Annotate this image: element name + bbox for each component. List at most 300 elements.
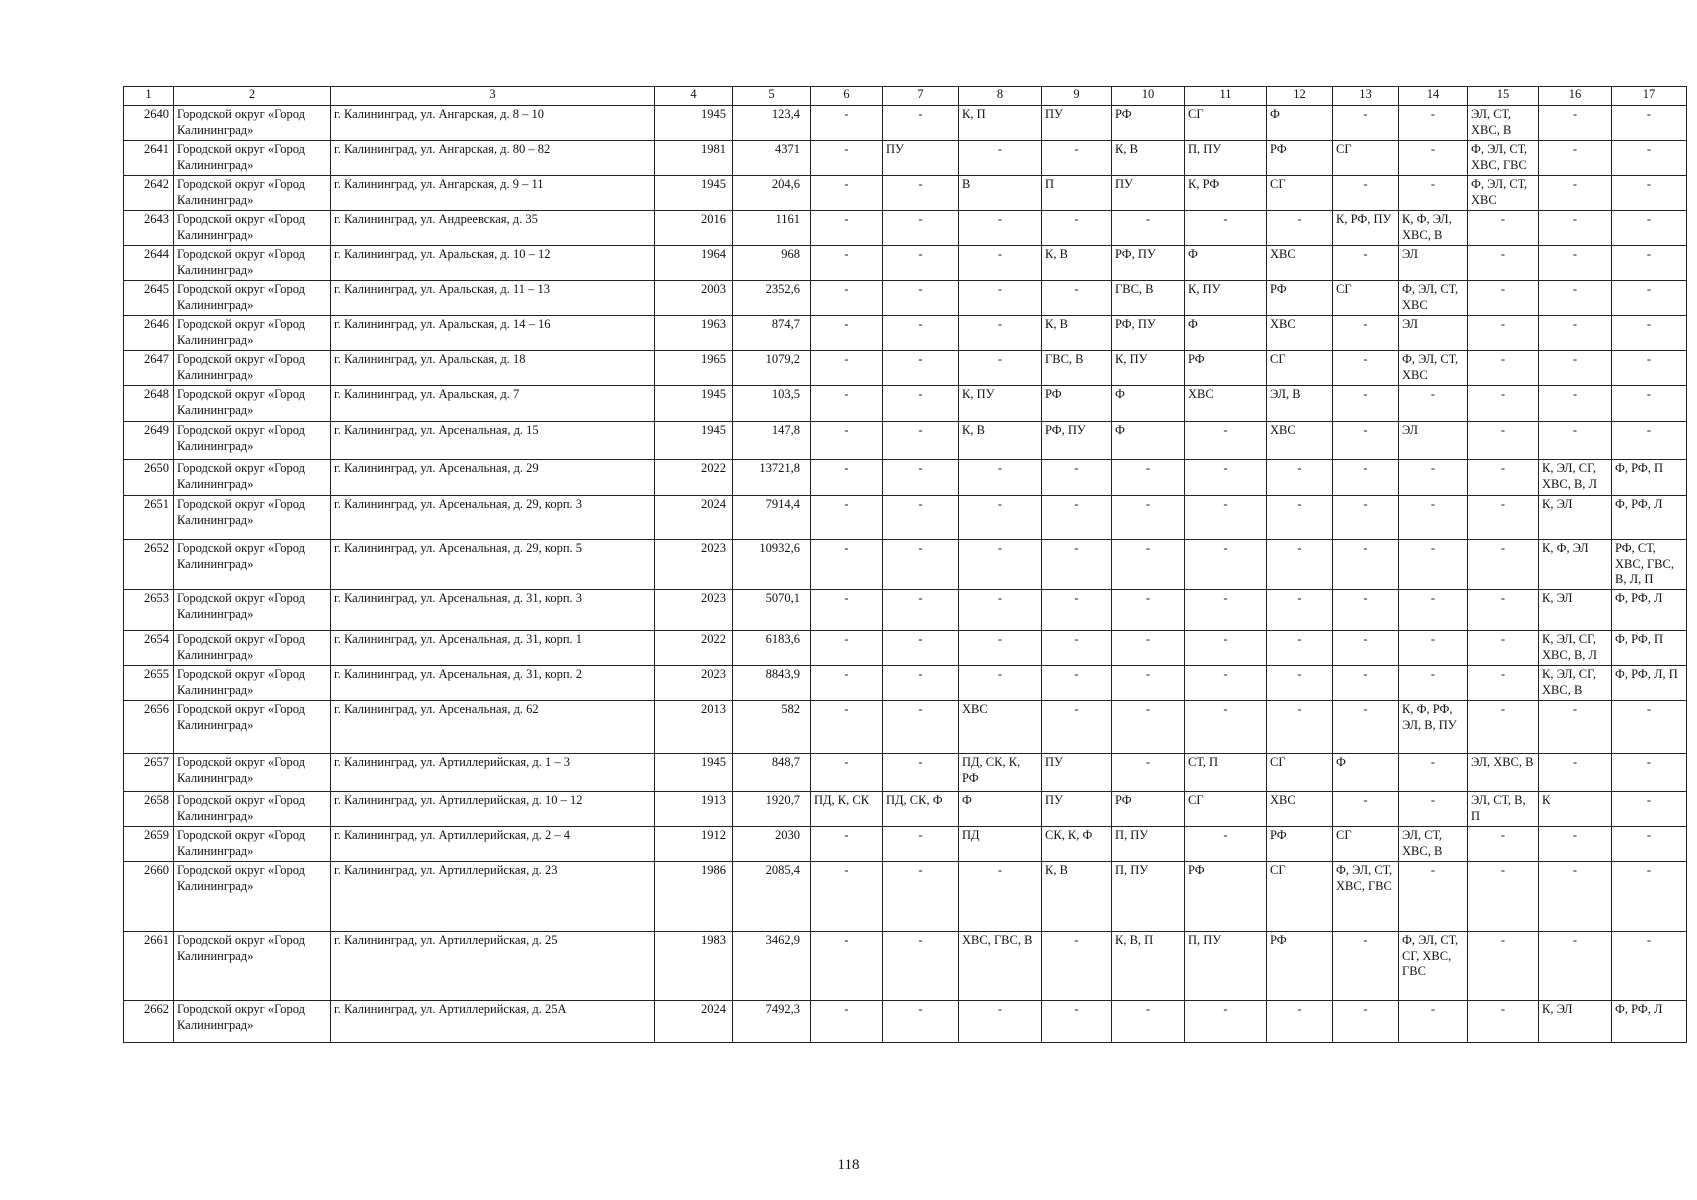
- cell-address: г. Калининград, ул. Ангарская, д. 9 – 11: [331, 176, 655, 211]
- cell-year: 2022: [655, 460, 733, 496]
- cell-c9: -: [1042, 1000, 1112, 1042]
- cell-c11: ХВС: [1185, 386, 1267, 422]
- cell-c10: -: [1112, 630, 1185, 665]
- cell-c9: К, В: [1042, 246, 1112, 281]
- table-row: [124, 211, 1687, 246]
- cell-municipality: Городской округ «Город Калининград»: [174, 540, 331, 590]
- cell-c15: -: [1468, 540, 1539, 590]
- cell-c16: К: [1539, 791, 1612, 826]
- cell-number: 2647: [124, 351, 174, 386]
- cell-municipality: Городской округ «Город Калининград»: [174, 753, 331, 791]
- cell-c7: -: [883, 753, 959, 791]
- cell-year: 2023: [655, 589, 733, 630]
- cell-address: г. Калининград, ул. Аральская, д. 7: [331, 386, 655, 422]
- cell-c11: СГ: [1185, 106, 1267, 141]
- cell-c6: -: [811, 589, 883, 630]
- cell-c7: -: [883, 386, 959, 422]
- cell-c14: ЭЛ: [1399, 246, 1468, 281]
- table-row: [124, 496, 1687, 540]
- cell-municipality: Городской округ «Город Калининград»: [174, 931, 331, 1000]
- cell-area: 5070,1: [733, 589, 811, 630]
- cell-c13: -: [1333, 630, 1399, 665]
- cell-c12: -: [1267, 700, 1333, 753]
- cell-c8: ХВС, ГВС, В: [959, 931, 1042, 1000]
- cell-year: 1983: [655, 931, 733, 1000]
- cell-c16: К, ЭЛ, СГ, ХВС, В, Л: [1539, 460, 1612, 496]
- cell-c10: -: [1112, 496, 1185, 540]
- cell-c14: Ф, ЭЛ, СТ, ХВС: [1399, 281, 1468, 316]
- cell-c7: -: [883, 106, 959, 141]
- cell-area: 6183,6: [733, 630, 811, 665]
- cell-c13: -: [1333, 931, 1399, 1000]
- cell-c8: К, ПУ: [959, 386, 1042, 422]
- cell-c17: -: [1612, 791, 1687, 826]
- cell-c6: -: [811, 931, 883, 1000]
- table-row: [124, 540, 1687, 590]
- cell-c12: СГ: [1267, 861, 1333, 931]
- cell-c12: РФ: [1267, 281, 1333, 316]
- cell-c12: ХВС: [1267, 246, 1333, 281]
- cell-area: 8843,9: [733, 665, 811, 700]
- table-row: [124, 861, 1687, 931]
- cell-address: г. Калининград, ул. Ангарская, д. 80 – 82: [331, 141, 655, 176]
- cell-c11: -: [1185, 422, 1267, 460]
- cell-c7: -: [883, 422, 959, 460]
- cell-municipality: Городской округ «Город Калининград»: [174, 700, 331, 753]
- cell-c8: ХВС: [959, 700, 1042, 753]
- cell-c13: СГ: [1333, 281, 1399, 316]
- cell-c17: Ф, РФ, Л: [1612, 496, 1687, 540]
- cell-municipality: Городской округ «Город Калининград»: [174, 589, 331, 630]
- cell-c13: СГ: [1333, 141, 1399, 176]
- cell-c6: -: [811, 281, 883, 316]
- cell-address: г. Калининград, ул. Арсенальная, д. 15: [331, 422, 655, 460]
- cell-number: 2644: [124, 246, 174, 281]
- cell-c15: -: [1468, 630, 1539, 665]
- cell-c9: РФ, ПУ: [1042, 422, 1112, 460]
- cell-c17: Ф, РФ, Л, П: [1612, 665, 1687, 700]
- cell-c13: Ф, ЭЛ, СТ, ХВС, ГВС: [1333, 861, 1399, 931]
- cell-address: г. Калининград, ул. Аральская, д. 18: [331, 351, 655, 386]
- cell-c15: -: [1468, 931, 1539, 1000]
- cell-c8: -: [959, 316, 1042, 351]
- cell-address: г. Калининград, ул. Артиллерийская, д. 25: [331, 931, 655, 1000]
- cell-c12: РФ: [1267, 826, 1333, 861]
- cell-year: 2003: [655, 281, 733, 316]
- cell-c9: П: [1042, 176, 1112, 211]
- cell-c9: -: [1042, 540, 1112, 590]
- cell-c17: -: [1612, 141, 1687, 176]
- column-header-8: 8: [959, 87, 1042, 106]
- cell-c13: -: [1333, 791, 1399, 826]
- cell-c16: -: [1539, 281, 1612, 316]
- cell-c8: ПД, СК, К, РФ: [959, 753, 1042, 791]
- cell-c10: -: [1112, 1000, 1185, 1042]
- cell-c10: -: [1112, 753, 1185, 791]
- cell-c14: -: [1399, 589, 1468, 630]
- cell-address: г. Калининград, ул. Арсенальная, д. 62: [331, 700, 655, 753]
- cell-c13: -: [1333, 422, 1399, 460]
- cell-year: 1981: [655, 141, 733, 176]
- cell-area: 848,7: [733, 753, 811, 791]
- cell-number: 2651: [124, 496, 174, 540]
- cell-number: 2649: [124, 422, 174, 460]
- cell-c11: -: [1185, 496, 1267, 540]
- cell-area: 1920,7: [733, 791, 811, 826]
- cell-c15: -: [1468, 700, 1539, 753]
- cell-c16: -: [1539, 753, 1612, 791]
- cell-c15: -: [1468, 281, 1539, 316]
- cell-c6: -: [811, 630, 883, 665]
- cell-municipality: Городской округ «Город Калининград»: [174, 316, 331, 351]
- cell-c14: -: [1399, 540, 1468, 590]
- cell-year: 1965: [655, 351, 733, 386]
- cell-c9: -: [1042, 496, 1112, 540]
- cell-c8: -: [959, 540, 1042, 590]
- cell-c9: -: [1042, 630, 1112, 665]
- column-header-14: 14: [1399, 87, 1468, 106]
- cell-c12: -: [1267, 630, 1333, 665]
- cell-c6: -: [811, 460, 883, 496]
- cell-c15: -: [1468, 386, 1539, 422]
- cell-c14: К, Ф, ЭЛ, ХВС, В: [1399, 211, 1468, 246]
- cell-c7: -: [883, 826, 959, 861]
- cell-c7: -: [883, 540, 959, 590]
- cell-municipality: Городской округ «Город Калининград»: [174, 281, 331, 316]
- cell-area: 874,7: [733, 316, 811, 351]
- cell-c15: ЭЛ, СТ, ХВС, В: [1468, 106, 1539, 141]
- cell-number: 2643: [124, 211, 174, 246]
- cell-c14: Ф, ЭЛ, СТ, ХВС: [1399, 351, 1468, 386]
- column-header-6: 6: [811, 87, 883, 106]
- cell-area: 147,8: [733, 422, 811, 460]
- table-row: [124, 630, 1687, 665]
- cell-c11: -: [1185, 826, 1267, 861]
- cell-municipality: Городской округ «Город Калининград»: [174, 176, 331, 211]
- cell-year: 2013: [655, 700, 733, 753]
- cell-c9: -: [1042, 460, 1112, 496]
- cell-c8: -: [959, 141, 1042, 176]
- cell-c10: РФ, ПУ: [1112, 246, 1185, 281]
- cell-c10: Ф: [1112, 386, 1185, 422]
- cell-year: 1912: [655, 826, 733, 861]
- cell-number: 2650: [124, 460, 174, 496]
- table-row: [124, 246, 1687, 281]
- cell-c16: -: [1539, 931, 1612, 1000]
- cell-address: г. Калининград, ул. Арсенальная, д. 31, корп. 3: [331, 589, 655, 630]
- cell-c12: -: [1267, 1000, 1333, 1042]
- table-row: [124, 791, 1687, 826]
- cell-municipality: Городской округ «Город Калининград»: [174, 141, 331, 176]
- cell-c14: -: [1399, 141, 1468, 176]
- cell-c15: -: [1468, 422, 1539, 460]
- cell-year: 1913: [655, 791, 733, 826]
- cell-c14: -: [1399, 496, 1468, 540]
- cell-c8: В: [959, 176, 1042, 211]
- cell-number: 2658: [124, 791, 174, 826]
- cell-c6: -: [811, 540, 883, 590]
- cell-c7: -: [883, 351, 959, 386]
- cell-c12: -: [1267, 496, 1333, 540]
- cell-c6: -: [811, 753, 883, 791]
- cell-c9: ГВС, В: [1042, 351, 1112, 386]
- cell-c6: -: [811, 141, 883, 176]
- cell-c8: -: [959, 665, 1042, 700]
- cell-c9: -: [1042, 281, 1112, 316]
- cell-number: 2645: [124, 281, 174, 316]
- cell-c7: -: [883, 665, 959, 700]
- cell-c7: -: [883, 246, 959, 281]
- cell-c15: -: [1468, 460, 1539, 496]
- cell-c10: Ф: [1112, 422, 1185, 460]
- cell-c9: К, В: [1042, 316, 1112, 351]
- cell-c16: -: [1539, 316, 1612, 351]
- cell-area: 10932,6: [733, 540, 811, 590]
- cell-c11: -: [1185, 589, 1267, 630]
- cell-c6: -: [811, 211, 883, 246]
- cell-c12: -: [1267, 460, 1333, 496]
- cell-c12: СГ: [1267, 176, 1333, 211]
- cell-c16: -: [1539, 700, 1612, 753]
- cell-c12: -: [1267, 540, 1333, 590]
- cell-c16: -: [1539, 176, 1612, 211]
- cell-c9: -: [1042, 211, 1112, 246]
- cell-c13: -: [1333, 351, 1399, 386]
- cell-c11: К, РФ: [1185, 176, 1267, 211]
- table-row: [124, 281, 1687, 316]
- cell-c14: -: [1399, 861, 1468, 931]
- cell-c14: ЭЛ: [1399, 316, 1468, 351]
- cell-c12: ЭЛ, В: [1267, 386, 1333, 422]
- cell-c11: СТ, П: [1185, 753, 1267, 791]
- cell-year: 1945: [655, 753, 733, 791]
- cell-address: г. Калининград, ул. Арсенальная, д. 31, корп. 1: [331, 630, 655, 665]
- cell-c11: П, ПУ: [1185, 931, 1267, 1000]
- column-header-1: 1: [124, 87, 174, 106]
- cell-c15: ЭЛ, ХВС, В: [1468, 753, 1539, 791]
- column-header-9: 9: [1042, 87, 1112, 106]
- cell-number: 2662: [124, 1000, 174, 1042]
- column-header-15: 15: [1468, 87, 1539, 106]
- cell-area: 13721,8: [733, 460, 811, 496]
- cell-c13: Ф: [1333, 753, 1399, 791]
- cell-year: 1945: [655, 106, 733, 141]
- cell-c10: -: [1112, 665, 1185, 700]
- cell-year: 1986: [655, 861, 733, 931]
- cell-year: 2023: [655, 665, 733, 700]
- cell-c6: -: [811, 1000, 883, 1042]
- cell-area: 2030: [733, 826, 811, 861]
- cell-municipality: Городской округ «Город Калининград»: [174, 791, 331, 826]
- cell-c11: -: [1185, 211, 1267, 246]
- cell-c17: -: [1612, 211, 1687, 246]
- cell-c11: -: [1185, 1000, 1267, 1042]
- cell-number: 2654: [124, 630, 174, 665]
- cell-c6: -: [811, 351, 883, 386]
- cell-c10: РФ: [1112, 791, 1185, 826]
- cell-c17: -: [1612, 176, 1687, 211]
- cell-c12: СГ: [1267, 351, 1333, 386]
- table-row: [124, 1000, 1687, 1042]
- cell-c14: -: [1399, 460, 1468, 496]
- cell-c8: К, П: [959, 106, 1042, 141]
- cell-c10: П, ПУ: [1112, 861, 1185, 931]
- cell-c11: СГ: [1185, 791, 1267, 826]
- cell-municipality: Городской округ «Город Калининград»: [174, 665, 331, 700]
- cell-c10: РФ: [1112, 106, 1185, 141]
- cell-municipality: Городской округ «Город Калининград»: [174, 496, 331, 540]
- cell-c14: ЭЛ, СТ, ХВС, В: [1399, 826, 1468, 861]
- cell-c7: -: [883, 931, 959, 1000]
- cell-c17: Ф, РФ, Л: [1612, 589, 1687, 630]
- cell-c14: -: [1399, 1000, 1468, 1042]
- cell-number: 2640: [124, 106, 174, 141]
- cell-c16: К, ЭЛ, СГ, ХВС, В: [1539, 665, 1612, 700]
- column-header-13: 13: [1333, 87, 1399, 106]
- cell-c6: -: [811, 826, 883, 861]
- table-row: [124, 753, 1687, 791]
- cell-area: 582: [733, 700, 811, 753]
- cell-municipality: Городской округ «Город Калининград»: [174, 386, 331, 422]
- cell-c8: К, В: [959, 422, 1042, 460]
- cell-area: 7914,4: [733, 496, 811, 540]
- cell-year: 1945: [655, 422, 733, 460]
- cell-c9: ПУ: [1042, 753, 1112, 791]
- cell-c13: -: [1333, 460, 1399, 496]
- cell-c15: -: [1468, 861, 1539, 931]
- cell-year: 2016: [655, 211, 733, 246]
- cell-c16: К, Ф, ЭЛ: [1539, 540, 1612, 590]
- cell-c13: -: [1333, 700, 1399, 753]
- cell-c12: РФ: [1267, 931, 1333, 1000]
- cell-municipality: Городской округ «Город Калининград»: [174, 826, 331, 861]
- column-header-5: 5: [733, 87, 811, 106]
- cell-c16: -: [1539, 141, 1612, 176]
- cell-c8: -: [959, 496, 1042, 540]
- cell-c11: К, ПУ: [1185, 281, 1267, 316]
- cell-c15: -: [1468, 1000, 1539, 1042]
- cell-municipality: Городской округ «Город Калининград»: [174, 211, 331, 246]
- cell-c15: Ф, ЭЛ, СТ, ХВС, ГВС: [1468, 141, 1539, 176]
- cell-c14: -: [1399, 665, 1468, 700]
- cell-c8: -: [959, 589, 1042, 630]
- cell-c15: Ф, ЭЛ, СТ, ХВС: [1468, 176, 1539, 211]
- cell-municipality: Городской округ «Город Калининград»: [174, 351, 331, 386]
- cell-area: 204,6: [733, 176, 811, 211]
- cell-c7: -: [883, 496, 959, 540]
- cell-municipality: Городской округ «Город Калининград»: [174, 1000, 331, 1042]
- cell-number: 2655: [124, 665, 174, 700]
- cell-c15: -: [1468, 246, 1539, 281]
- cell-c8: -: [959, 211, 1042, 246]
- cell-c17: -: [1612, 861, 1687, 931]
- cell-c13: -: [1333, 665, 1399, 700]
- cell-c8: -: [959, 351, 1042, 386]
- cell-c7: -: [883, 211, 959, 246]
- cell-c16: К, ЭЛ: [1539, 496, 1612, 540]
- cell-c16: К, ЭЛ: [1539, 1000, 1612, 1042]
- cell-c6: -: [811, 496, 883, 540]
- cell-c17: -: [1612, 753, 1687, 791]
- cell-c7: -: [883, 460, 959, 496]
- cell-c10: К, В: [1112, 141, 1185, 176]
- table-row: [124, 106, 1687, 141]
- data-table: [123, 86, 1687, 1043]
- cell-c16: -: [1539, 351, 1612, 386]
- cell-c7: -: [883, 700, 959, 753]
- cell-c7: -: [883, 589, 959, 630]
- table-row: [124, 589, 1687, 630]
- cell-c9: -: [1042, 700, 1112, 753]
- cell-c11: -: [1185, 700, 1267, 753]
- cell-number: 2648: [124, 386, 174, 422]
- cell-c13: -: [1333, 176, 1399, 211]
- cell-area: 1161: [733, 211, 811, 246]
- cell-municipality: Городской округ «Город Калининград»: [174, 460, 331, 496]
- cell-c14: -: [1399, 630, 1468, 665]
- cell-c15: ЭЛ, СТ, В, П: [1468, 791, 1539, 826]
- cell-c9: СК, К, Ф: [1042, 826, 1112, 861]
- cell-c14: -: [1399, 106, 1468, 141]
- cell-municipality: Городской округ «Город Калининград»: [174, 630, 331, 665]
- cell-area: 2352,6: [733, 281, 811, 316]
- cell-c8: -: [959, 460, 1042, 496]
- cell-number: 2646: [124, 316, 174, 351]
- cell-c17: Ф, РФ, П: [1612, 460, 1687, 496]
- cell-c15: -: [1468, 826, 1539, 861]
- cell-c8: -: [959, 1000, 1042, 1042]
- cell-address: г. Калининград, ул. Аральская, д. 11 – 13: [331, 281, 655, 316]
- cell-number: 2652: [124, 540, 174, 590]
- cell-c13: -: [1333, 386, 1399, 422]
- cell-c8: -: [959, 630, 1042, 665]
- column-header-4: 4: [655, 87, 733, 106]
- cell-c9: -: [1042, 665, 1112, 700]
- cell-year: 1945: [655, 176, 733, 211]
- cell-c6: -: [811, 316, 883, 351]
- cell-c6: -: [811, 106, 883, 141]
- cell-number: 2657: [124, 753, 174, 791]
- cell-c17: -: [1612, 351, 1687, 386]
- cell-area: 123,4: [733, 106, 811, 141]
- cell-c15: -: [1468, 665, 1539, 700]
- cell-c9: -: [1042, 931, 1112, 1000]
- table-row: [124, 665, 1687, 700]
- cell-number: 2653: [124, 589, 174, 630]
- cell-c8: -: [959, 246, 1042, 281]
- cell-area: 7492,3: [733, 1000, 811, 1042]
- cell-c6: ПД, К, СК: [811, 791, 883, 826]
- cell-c9: ПУ: [1042, 106, 1112, 141]
- cell-c13: -: [1333, 589, 1399, 630]
- table-row: [124, 386, 1687, 422]
- cell-year: 1963: [655, 316, 733, 351]
- cell-c10: ГВС, В: [1112, 281, 1185, 316]
- cell-c17: Ф, РФ, Л: [1612, 1000, 1687, 1042]
- cell-address: г. Калининград, ул. Арсенальная, д. 29, корп. 3: [331, 496, 655, 540]
- page-number: 118: [837, 1157, 860, 1173]
- cell-address: г. Калининград, ул. Аральская, д. 10 – 12: [331, 246, 655, 281]
- cell-address: г. Калининград, ул. Артиллерийская, д. 1 – 3: [331, 753, 655, 791]
- cell-c17: -: [1612, 246, 1687, 281]
- cell-c12: -: [1267, 589, 1333, 630]
- cell-address: г. Калининград, ул. Ангарская, д. 8 – 10: [331, 106, 655, 141]
- cell-c11: -: [1185, 460, 1267, 496]
- cell-c11: Ф: [1185, 246, 1267, 281]
- cell-c10: РФ, ПУ: [1112, 316, 1185, 351]
- column-header-10: 10: [1112, 87, 1185, 106]
- cell-c11: -: [1185, 540, 1267, 590]
